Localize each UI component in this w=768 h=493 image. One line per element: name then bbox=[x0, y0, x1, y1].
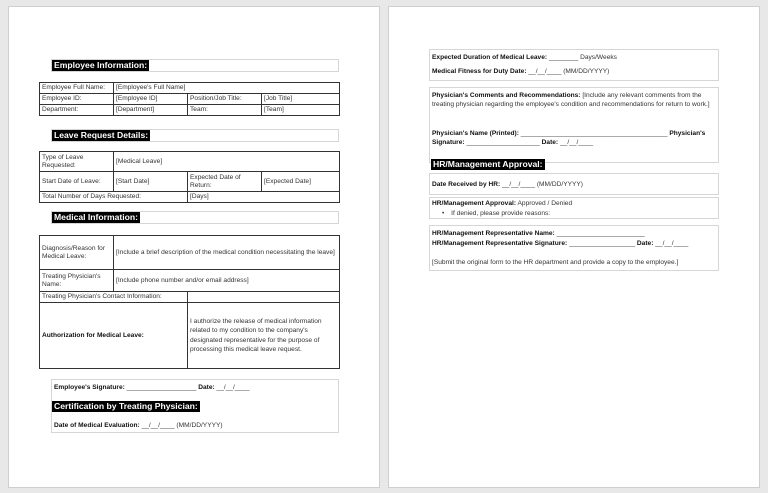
employee-signature-field[interactable]: ___________________ bbox=[126, 384, 197, 391]
fitness-line bbox=[432, 67, 609, 76]
table-cell: Team: bbox=[188, 105, 262, 116]
table-cell: Department: bbox=[40, 105, 114, 116]
table-row bbox=[40, 236, 340, 270]
employee-signature-date-field[interactable]: __/__/____ bbox=[216, 384, 250, 391]
hr-approval-line bbox=[432, 199, 572, 208]
employee-info-heading: Employee Information: bbox=[54, 60, 148, 70]
medical-evaluation-label: Date of Medical Evaluation: bbox=[54, 422, 140, 429]
hr-approval-label: HR/Management Approval: bbox=[432, 200, 517, 207]
table-row bbox=[40, 94, 340, 105]
table-cell: Start Date of Leave: bbox=[40, 172, 114, 192]
table-cell[interactable] bbox=[188, 292, 340, 303]
table-cell: Position/Job Title: bbox=[188, 94, 262, 105]
physician-signature-field[interactable]: ____________________ bbox=[466, 139, 540, 146]
table-row bbox=[40, 270, 340, 292]
table-cell[interactable]: [Employee's Full Name] bbox=[114, 83, 340, 94]
table-cell: Type of Leave Requested: bbox=[40, 152, 114, 172]
table-cell: Expected Date of Return: bbox=[188, 172, 262, 192]
table-row bbox=[40, 303, 340, 369]
table-row bbox=[40, 105, 340, 116]
table-row bbox=[40, 172, 340, 192]
physician-date-field[interactable]: __/__/____ bbox=[559, 139, 593, 146]
employee-signature-line bbox=[54, 383, 250, 392]
table-cell[interactable]: [Expected Date] bbox=[262, 172, 340, 192]
rep-name-label: HR/Management Representative Name: bbox=[432, 230, 555, 237]
employee-signature-date-label: Date: bbox=[198, 384, 215, 391]
table-cell[interactable]: [Medical Leave] bbox=[114, 152, 340, 172]
comments-label: Physician's Comments and Recommendations: bbox=[432, 92, 581, 99]
submit-note: [Submit the original form to the HR department and provide a copy to the employee.] bbox=[432, 259, 679, 266]
table-cell[interactable]: [Department] bbox=[114, 105, 188, 116]
hr-approval-field[interactable]: Approved / Denied bbox=[517, 200, 573, 207]
duration-label: Expected Duration of Medical Leave: bbox=[432, 54, 548, 61]
table-cell: Employee Full Name: bbox=[40, 83, 114, 94]
table-cell: Employee ID: bbox=[40, 94, 114, 105]
hr-received-line bbox=[432, 180, 583, 189]
medical-info-heading: Medical Information: bbox=[54, 212, 139, 222]
physician-date-label: Date: bbox=[541, 139, 559, 146]
leave-request-heading: Leave Request Details: bbox=[54, 130, 149, 140]
comments-paragraph bbox=[432, 91, 716, 109]
medical-evaluation-line bbox=[54, 421, 223, 430]
bullet-icon: • bbox=[442, 210, 445, 217]
table-cell: Authorization for Medical Leave: bbox=[40, 303, 188, 369]
table-cell: Treating Physician's Name: bbox=[40, 270, 114, 292]
rep-date-label: Date: bbox=[636, 240, 654, 247]
fitness-field[interactable]: __/__/____ (MM/DD/YYYY) bbox=[528, 68, 610, 75]
employee-info-table bbox=[39, 82, 340, 116]
printed-name-label: Physician's Name (Printed): bbox=[432, 130, 519, 137]
document-page-1 bbox=[8, 6, 380, 488]
table-cell[interactable]: [Days] bbox=[188, 192, 340, 203]
rep-signature-field[interactable]: __________________ bbox=[569, 240, 636, 247]
leave-request-table bbox=[39, 151, 340, 203]
table-row bbox=[40, 152, 340, 172]
table-row bbox=[40, 192, 340, 203]
printed-name-field[interactable]: ________________________________________ bbox=[520, 130, 668, 137]
duration-line bbox=[432, 53, 617, 62]
hr-received-label: Date Received by HR: bbox=[432, 181, 501, 188]
hr-approval-heading: HR/Management Approval: bbox=[433, 159, 543, 169]
physician-signature-label: Physician's Signature: bbox=[432, 130, 706, 146]
rep-signature-label: HR/Management Representative Signature: bbox=[432, 240, 568, 247]
table-cell: Diagnosis/Reason for Medical Leave: bbox=[40, 236, 114, 270]
table-cell: Total Number of Days Requested: bbox=[40, 192, 188, 203]
rep-date-field[interactable]: __/__/____ bbox=[655, 240, 689, 247]
duration-field[interactable]: ________ Days/Weeks bbox=[548, 54, 617, 61]
table-cell[interactable]: [Team] bbox=[262, 105, 340, 116]
table-cell[interactable]: [Employee ID] bbox=[114, 94, 188, 105]
fitness-label: Medical Fitness for Duty Date: bbox=[432, 68, 527, 75]
table-row bbox=[40, 292, 340, 303]
table-cell[interactable]: [Include a brief description of the medical condition necessitating the leave] bbox=[114, 236, 340, 270]
table-cell: Treating Physician's Contact Information: bbox=[40, 292, 188, 303]
table-cell[interactable]: [Include phone number and/or email address] bbox=[114, 270, 340, 292]
comments-text[interactable]: [Include any relevant comments from the treating physician regarding the employee's condition and recommendations for return to work.] bbox=[432, 92, 710, 108]
medical-info-table bbox=[39, 235, 340, 369]
medical-evaluation-field[interactable]: __/__/____ (MM/DD/YYYY) bbox=[141, 422, 223, 429]
denied-note-item bbox=[442, 209, 550, 218]
document-page-2 bbox=[388, 6, 760, 488]
printed-name-line bbox=[432, 129, 716, 147]
rep-name-field[interactable]: ________________________ bbox=[556, 230, 645, 237]
denied-note-text: If denied, please provide reasons: bbox=[451, 210, 551, 217]
hr-received-field[interactable]: __/__/____ (MM/DD/YYYY) bbox=[502, 181, 584, 188]
table-cell[interactable]: [Start Date] bbox=[114, 172, 188, 192]
rep-name-line bbox=[432, 229, 645, 238]
table-cell: I authorize the release of medical information related to my condition to the company's designated representative for the purpose of processing this medical leave request. bbox=[188, 303, 340, 369]
certification-heading: Certification by Treating Physician: bbox=[54, 401, 198, 411]
table-row bbox=[40, 83, 340, 94]
rep-signature-line bbox=[432, 239, 688, 248]
table-cell[interactable]: [Job Title] bbox=[262, 94, 340, 105]
employee-signature-label: Employee's Signature: bbox=[54, 384, 125, 391]
